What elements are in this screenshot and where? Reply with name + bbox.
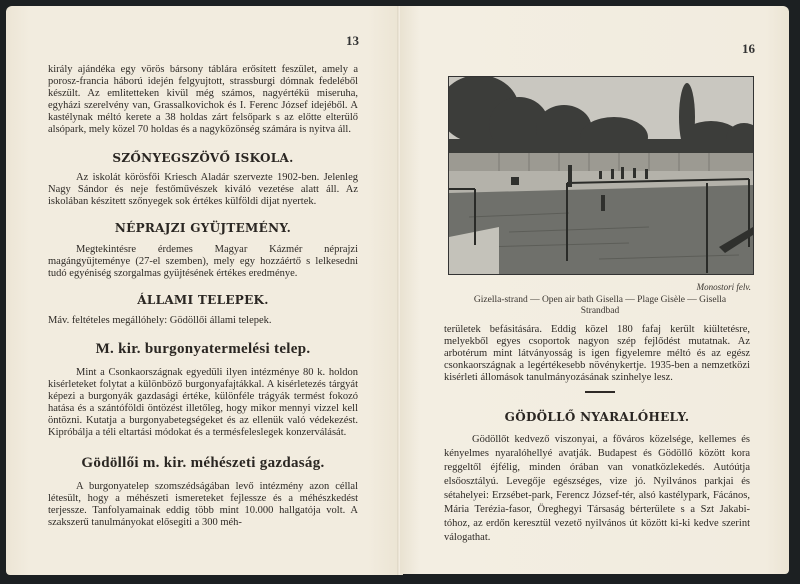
section-text-nyaralohely: Gödöllőt kedvező viszonyai, a főváros közelsége, kellemes és kényelmes nyaralóhellyé avatják. Budapest és Gödöllő között kora reggeltől éjfélig, minden órában van vonatközlekedés. Autóútja elsőosztályú. Levegője egészséges, vize jó. Nyilvános parkjai és sétahelyei: Erzsébet-park, Ferencz József-tér, alsó kastélypark, Fácános, Mária Terézia-fasor, Öreghegyi Társaság bérterülete s a Szt Jakabi-tóhoz, az erdőn keresztül vezető nyilvános út között ki-ki kedve szerint válogathat. [444, 434, 750, 543]
section-text-szonyegszovo: Az iskolát körösfői Kriesch Aladár szervezte 1902-ben. Jelenleg Nagy Sándor és neje festőművészek kiváló vezetése alatt áll. Az iskolában készitett szőnyegek sok értékes külföldi dijat nyertek. [48, 172, 358, 207]
section-divider [585, 391, 615, 393]
section-title-allami-telepek: ÁLLAMI TELEPEK. [137, 293, 269, 307]
section-text-burgonya: Mint a Csonkaországnak egyedüli ilyen intézménye 80 k. holdon kisérleteket folytat a különböző burgonyafajtákkal. A kisérletezés tárgyát képezi a burgonyák gazdasági értéke, különféle trágyák termést fokozó hatása és a szántóföldi öntözést illetőleg, hogy mikor mennyi vizzel kell öntözni. Kutatja a burgonyabetegségeket és az ellenük való védekezést. Kipróbálja a téli eltartási módokat és a termésfeleslegek konzerválását. [48, 367, 358, 438]
nyaraloheley-section [444, 410, 750, 545]
pool-photograph [448, 76, 754, 275]
photo-caption: Gizella-strand — Open air bath Gisella — Plage Gisèle — Gisella Strandbad [473, 295, 727, 316]
page-number: 13 [346, 33, 359, 48]
right-page-content [444, 324, 750, 384]
left-page-content [48, 64, 358, 529]
section-text-allami-telepek: Máv. feltételes megállóhely: Gödöllői állami telepek. [48, 315, 272, 326]
right-page [400, 6, 789, 574]
intro-paragraph: király ajándéka egy vörös bársony táblára erősített feszület, amely a porosz-francia háború idején felgyujtott, strassburgi dómnak fedeléből készült. Az emlitetteken kivül még számos, nagyértékü miseruha, egyházi szerelvény van, Grassalkovichok és I. Ferenc József idejéből. A kastélynak méltó kerete a 38 holdas zárt felsőpark s az előtte elterülő alsópark, mely közel 70 holdas és a nagyközönség számára is nyitva áll. [48, 64, 358, 135]
left-page [6, 6, 400, 575]
section-text-meheszet: A burgonyatelep szomszédságában levő intézmény azon céllal létesült, hogy a méhészeti ismereteket fejlessze és a méhészkedést terjessze. Tanfolyamainak eddig több mint 10.000 hallgatója volt. A szakszerű tanulmányokat elősegiti a 300 méh- [48, 481, 358, 528]
continuation-paragraph: területek befásitására. Eddig közel 180 fafaj került kiültetésre, melyekből egyes csoportok nagyon szép fejlődést mutatnak. Az arbotérum mint látványosság is igen figyelemre méltó és az egész csonkaországnak a legértékesebb növénykertje. 1935-ben a nemzetközi kisérleti állomások tanulmányozásának szinhelye lesz. [444, 324, 750, 383]
page-number: 16 [742, 41, 755, 56]
photo-fence [449, 153, 753, 171]
pool-photo-illustration [449, 77, 753, 274]
section-text-neprajzi: Megtekintésre érdemes Magyar Kázmér néprajzi magángyüjteménye (27-el szemben), mely egy hozzáértő s lelkesedni tudó egyéniség szorgalmas gyüjtésének értékes eredménye. [48, 244, 358, 279]
section-title-szonyegszovo: SZŐNYEGSZÖVŐ ISKOLA. [112, 151, 294, 165]
section-title-nyaralohely: GÖDÖLLŐ NYARALÓHELY. [504, 410, 690, 424]
section-title-neprajzi: NÉPRAJZI GYÜJTEMÉNY. [114, 221, 292, 235]
section-title-meheszet: Gödöllői m. kir. méhészeti gazdaság. [81, 455, 325, 471]
photo-credit: Monostori felv. [696, 282, 751, 292]
section-title-burgonya: M. kir. burgonyatermelési telep. [95, 341, 311, 357]
